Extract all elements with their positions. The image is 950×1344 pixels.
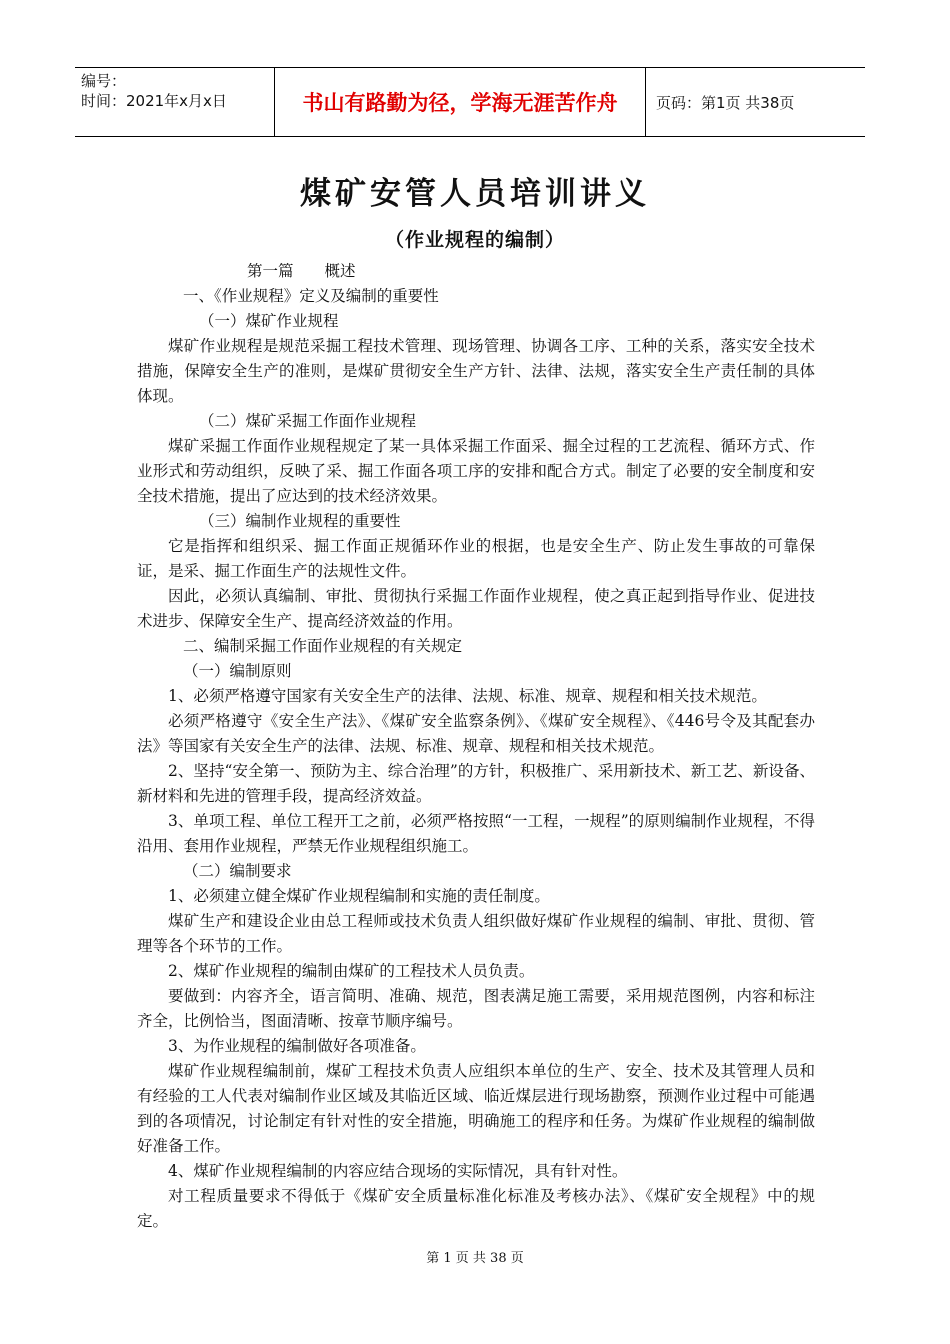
document-subtitle: （作业规程的编制） (384, 229, 565, 251)
header-page-info: 页码：第1页 共38页 (656, 93, 795, 112)
header-meta-cell (75, 68, 275, 136)
paragraph: 它是指挥和组织采、掘工作面正规循环作业的根据，也是安全生产、防止发生事故的可靠保证，是采、掘工作面生产的法规性文件。 (137, 537, 815, 580)
paragraph: 煤矿采掘工作面作业规程规定了某一具体采掘工作面采、掘全过程的工艺流程、循环方式、作业形式和劳动组织，反映了采、掘工作面各项工序的安排和配合方式。制定了必要的安全制度和安全技术措施，提出了应达到的技术经济效果。 (137, 437, 815, 505)
paragraph: 因此，必须认真编制、审批、贯彻执行采掘工作面作业规程，使之真正起到指导作业、促进技术进步、保障安全生产、提高经济效益的作用。 (137, 587, 815, 630)
paragraph: 煤矿作业规程是规范采掘工程技术管理、现场管理、协调各工序、工种的关系，落实安全技术措施，保障安全生产的准则，是煤矿贯彻安全生产方针、法律、法规，落实安全生产责任制的具体体现。 (137, 337, 815, 405)
document-title: 煤矿安管人员培训讲义 (300, 176, 650, 212)
paragraph: （一）煤矿作业规程 (199, 312, 339, 330)
paragraph: （三）编制作业规程的重要性 (199, 512, 401, 530)
paragraph: 必须严格遵守《安全生产法》、《煤矿安全监察条例》、《煤矿安全规程》、《446号令及其配套办法》等国家有关安全生产的法律、法规、标准、规章、规程和相关技术规范。 (137, 712, 815, 755)
paragraph: 1、必须严格遵守国家有关安全生产的法律、法规、标准、规章、规程和相关技术规范。 (168, 687, 767, 705)
paragraph: 煤矿生产和建设企业由总工程师或技术负责人组织做好煤矿作业规程的编制、审批、贯彻、管理等各个环节的工作。 (137, 912, 815, 955)
paragraph: （二）煤矿采掘工作面作业规程 (199, 412, 417, 430)
number-label: 编号： (81, 72, 127, 90)
page-footer: 第 1 页 共 38 页 (426, 1251, 524, 1266)
paragraph: 2、煤矿作业规程的编制由煤矿的工程技术人员负责。 (168, 962, 535, 980)
paragraph: 二、编制采掘工作面作业规程的有关规定 (183, 637, 463, 655)
paragraph: 3、单项工程、单位工程开工之前，必须严格按照“一工程，一规程”的原则编制作业规程，不得沿用、套用作业规程，严禁无作业规程组织施工。 (137, 812, 815, 855)
paragraph: （一）编制原则 (183, 662, 292, 680)
paragraph: 4、煤矿作业规程编制的内容应结合现场的实际情况，具有针对性。 (168, 1162, 628, 1180)
paragraph: 要做到：内容齐全，语言简明、准确、规范，图表满足施工需要，采用规范图例，内容和标注齐全，比例恰当，图面清晰、按章节顺序编号。 (137, 987, 815, 1030)
paragraph: 第一篇 概述 (247, 262, 356, 280)
document-body (137, 259, 815, 1234)
header-table (75, 67, 865, 137)
paragraph: 一、《作业规程》定义及编制的重要性 (183, 287, 439, 305)
paragraph: 2、坚持“安全第一、预防为主、综合治理”的方针，积极推广、采用新技术、新工艺、新设备、新材料和先进的管理手段，提高经济效益。 (137, 762, 815, 805)
paragraph: 煤矿作业规程编制前，煤矿工程技术负责人应组织本单位的生产、安全、技术及其管理人员和有经验的工人代表对编制作业区域及其临近区域、临近煤层进行现场勘察，预测作业过程中可能遇到的各项情况，讨论制定有针对性的安全措施，明确施工的程序和任务。为煤矿作业规程的编制做好准备工作。 (137, 1062, 815, 1155)
header-motto: 书山有路勤为径，学海无涯苦作舟 (275, 68, 646, 136)
time-label: 时间：2021年x月x日 (81, 92, 227, 110)
paragraph: 1、必须建立健全煤矿作业规程编制和实施的责任制度。 (168, 887, 550, 905)
paragraph: 对工程质量要求不得低于《煤矿安全质量标准化标准及考核办法》、《煤矿安全规程》中的规定。 (137, 1187, 815, 1230)
paragraph: （二）编制要求 (183, 862, 292, 880)
paragraph: 3、为作业规程的编制做好各项准备。 (168, 1037, 426, 1055)
